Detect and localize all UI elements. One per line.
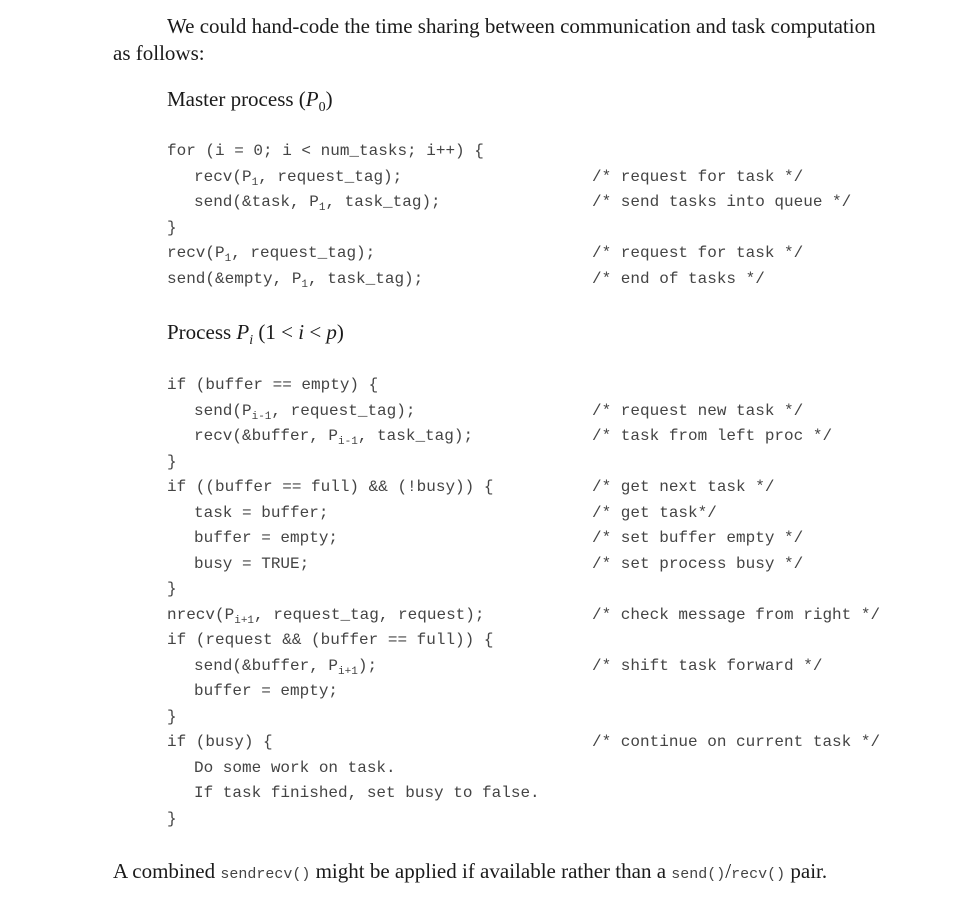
code-fragment: , task_tag); — [308, 269, 424, 288]
heading-var: i — [298, 320, 305, 344]
heading-sub: 0 — [318, 100, 326, 115]
subscript: 1 — [251, 176, 259, 189]
code-fragment: If task finished, set busy to false. — [194, 784, 540, 802]
code-fragment: for (i = 0; i < num_tasks; i++) { — [167, 142, 484, 160]
code-line — [167, 526, 927, 552]
heading-text: Master process ( — [167, 87, 306, 111]
code-line — [167, 628, 927, 654]
code-fragment: Do some work on task. — [194, 758, 396, 777]
code-line — [167, 373, 927, 399]
code-fragment: nrecv(P — [167, 605, 235, 624]
code-fragment: busy = TRUE; — [194, 554, 310, 573]
code-fragment: } — [167, 218, 177, 237]
code-comment: /* continue on current task */ — [592, 733, 881, 751]
code-fragment: } — [167, 707, 177, 726]
process-code-block — [167, 373, 927, 832]
text: might be applied if available rather than a — [310, 859, 672, 883]
code-text — [194, 190, 441, 216]
code-fragment: buffer = empty; — [194, 682, 339, 700]
code-fragment: send(&buffer, P — [194, 656, 339, 675]
code-line — [167, 424, 927, 450]
code-text — [167, 267, 423, 293]
code-fragment: if (busy) { — [167, 733, 273, 751]
code-line — [167, 475, 927, 501]
heading-text: Process — [167, 320, 237, 344]
subscript: i-1 — [338, 436, 358, 448]
code-comment: /* get next task */ — [592, 478, 775, 496]
code-fragment: , request_tag); — [271, 401, 416, 420]
subscript: i+1 — [234, 614, 255, 627]
code-fragment: if ((buffer == full) && (!busy)) { — [167, 478, 494, 496]
code-line — [167, 190, 927, 216]
code-line — [167, 705, 927, 731]
code-line — [167, 399, 927, 425]
code-fragment: send(&empty, P — [167, 269, 302, 288]
heading-var: P — [236, 320, 250, 344]
text: A combined — [113, 859, 221, 883]
subscript: 1 — [318, 202, 326, 214]
code-comment: /* set buffer empty */ — [592, 529, 804, 547]
code-line — [167, 577, 927, 603]
code-line — [167, 730, 927, 756]
code-fragment: recv(P — [194, 167, 252, 186]
code-comment: /* end of tasks */ — [592, 269, 765, 288]
code-line — [167, 756, 927, 782]
subscript: i+1 — [338, 665, 358, 678]
intro-line-2: as follows: — [113, 41, 205, 65]
code-line — [167, 501, 927, 527]
code-fragment: buffer = empty; — [194, 529, 339, 547]
code-comment: /* request for task */ — [592, 244, 804, 262]
master-code-block — [167, 139, 927, 292]
code-comment: /* send tasks into queue */ — [592, 193, 852, 211]
code-fragment: ); — [357, 656, 378, 675]
code-fragment: task = buffer; — [194, 503, 329, 522]
code-text — [194, 552, 309, 578]
code-text — [167, 705, 177, 731]
code-line — [167, 679, 927, 705]
subscript: 1 — [301, 278, 309, 291]
code-fragment: } — [167, 809, 177, 828]
code-text — [167, 577, 177, 603]
code-fragment: , request_tag); — [258, 167, 403, 186]
code-text — [167, 730, 273, 756]
heading-sub: i — [249, 333, 254, 348]
code-fragment: send(P — [194, 401, 252, 420]
code-text — [194, 654, 377, 680]
code-text — [167, 450, 177, 476]
code-text — [167, 475, 493, 501]
code-comment: /* task from left proc */ — [592, 427, 833, 445]
code-text — [167, 216, 177, 242]
code-comment: /* set process busy */ — [592, 554, 804, 573]
code-text — [167, 603, 484, 629]
intro-line-1: We could hand-code the time sharing between communication and task computation — [167, 14, 876, 38]
code-fragment: , request_tag, request); — [254, 605, 485, 624]
code-line — [167, 781, 927, 807]
code-text — [194, 501, 328, 527]
code-text — [194, 526, 338, 552]
code-line — [167, 450, 927, 476]
text: / — [725, 859, 732, 883]
text: pair. — [785, 859, 828, 883]
code-text — [194, 781, 540, 807]
process-heading — [167, 320, 344, 348]
code-line — [167, 165, 927, 191]
heading-var: P — [305, 87, 319, 111]
code-text — [167, 241, 375, 267]
code-fragment: recv(&buffer, P — [194, 427, 339, 445]
closing-paragraph — [113, 859, 827, 884]
heading-close: ) — [325, 87, 333, 111]
code-fragment: } — [167, 452, 177, 471]
code-text — [167, 139, 484, 165]
code-line — [167, 807, 927, 833]
master-process-heading — [167, 87, 333, 115]
code-line — [167, 267, 927, 293]
code-line — [167, 139, 927, 165]
code-text — [194, 679, 338, 705]
code-comment: /* check message from right */ — [592, 605, 881, 624]
heading-close: ) — [336, 320, 344, 344]
code-text — [194, 399, 415, 425]
subscript: 1 — [224, 253, 232, 265]
code-comment: /* request for task */ — [592, 167, 804, 186]
subscript: i-1 — [251, 410, 272, 423]
inline-code: send() — [671, 866, 726, 883]
code-line — [167, 241, 927, 267]
code-comment: /* get task*/ — [592, 503, 717, 522]
code-fragment: , task_tag); — [325, 193, 441, 211]
heading-text: (1 < — [253, 320, 299, 344]
code-line — [167, 603, 927, 629]
code-line — [167, 216, 927, 242]
code-fragment: recv(P — [167, 244, 225, 262]
code-comment: /* request new task */ — [592, 401, 804, 420]
code-fragment: send(&task, P — [194, 193, 319, 211]
inline-code: sendrecv() — [220, 866, 311, 883]
code-text — [167, 628, 493, 654]
code-fragment: , task_tag); — [357, 427, 474, 445]
code-fragment: , request_tag); — [231, 244, 376, 262]
code-text — [194, 756, 396, 782]
code-fragment: if (request && (buffer == full)) { — [167, 631, 494, 649]
code-text — [167, 373, 378, 399]
code-comment: /* shift task forward */ — [592, 656, 823, 675]
code-line — [167, 552, 927, 578]
code-text — [194, 165, 402, 191]
code-fragment: } — [167, 580, 177, 598]
code-text — [194, 424, 473, 450]
code-text — [167, 807, 177, 833]
heading-var: p — [326, 320, 337, 344]
code-fragment: if (buffer == empty) { — [167, 376, 379, 394]
code-line — [167, 654, 927, 680]
inline-code: recv() — [731, 866, 786, 883]
heading-text: < — [304, 320, 327, 344]
